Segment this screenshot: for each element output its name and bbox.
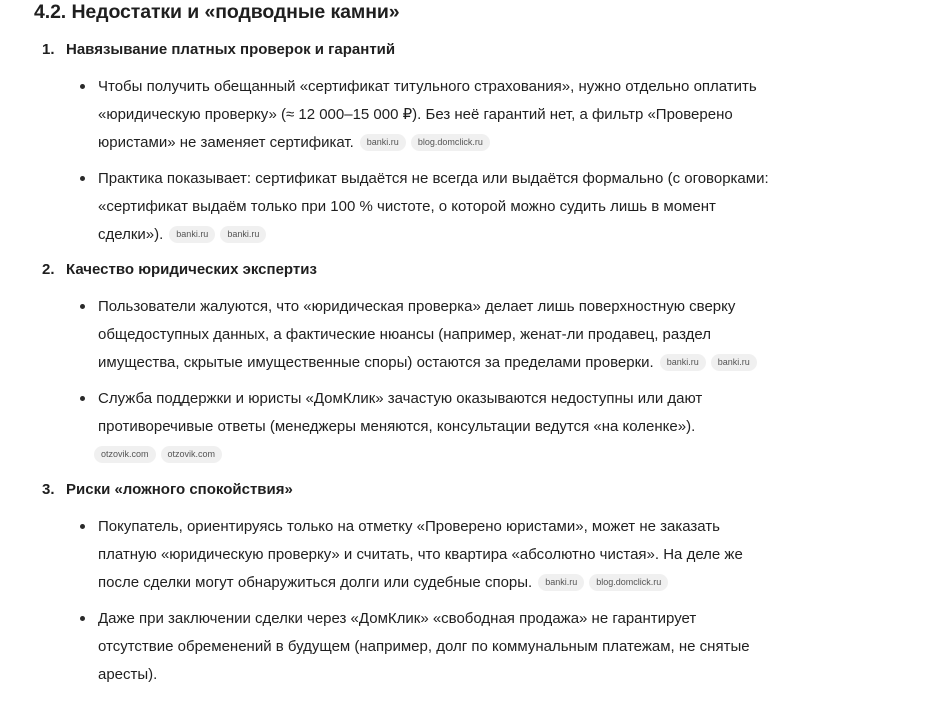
paragraph-text: имущества, скрытые имущественные споры) остаются за пределами проверки. bbox=[98, 354, 654, 371]
paragraph-line bbox=[98, 129, 818, 157]
paragraph-line: «юридическую проверку» (≈ 12 000–15 000 ₽). Без неё гарантий нет, а фильтр «Проверено bbox=[98, 106, 733, 123]
paragraph-line: Практика показывает: сертификат выдаётся не всегда или выдаётся формально (с оговорками: bbox=[98, 170, 769, 187]
list-item bbox=[98, 513, 818, 597]
list-item bbox=[98, 605, 818, 689]
list-number: 3. bbox=[42, 481, 55, 498]
paragraph-line bbox=[98, 221, 818, 249]
paragraph-line: общедоступных данных, а фактические нюансы (например, женат-ли продавец, раздел bbox=[98, 326, 711, 343]
paragraph-line: Покупатель, ориентируясь только на отметку «Проверено юристами», может не заказать bbox=[98, 518, 720, 535]
chips-row bbox=[94, 441, 818, 469]
item-title: Риски «ложного спокойствия» bbox=[66, 481, 293, 498]
paragraph-line: отсутствие обременений в будущем (например, долг по коммунальным платежам, не снятые bbox=[98, 638, 750, 655]
paragraph-line bbox=[98, 569, 818, 597]
paragraph-line: Пользователи жалуются, что «юридическая проверка» делает лишь поверхностную сверку bbox=[98, 298, 736, 315]
source-chip[interactable]: banki.ru bbox=[220, 226, 266, 243]
source-chip[interactable]: otzovik.com bbox=[161, 446, 223, 463]
paragraph-line: противоречивые ответы (менеджеры меняются, консультации ведутся «на коленке»). bbox=[98, 418, 696, 435]
source-chip[interactable]: banki.ru bbox=[169, 226, 215, 243]
item-title: Навязывание платных проверок и гарантий bbox=[66, 41, 396, 58]
bullet-dot bbox=[80, 396, 85, 401]
section-title: 4.2. Недостатки и «подводные камни» bbox=[34, 1, 400, 23]
list-number: 1. bbox=[42, 41, 55, 58]
paragraph-line: Даже при заключении сделки через «ДомКлик» «свободная продажа» не гарантирует bbox=[98, 610, 697, 627]
bullet-dot bbox=[80, 524, 85, 529]
source-chip[interactable]: otzovik.com bbox=[94, 446, 156, 463]
bullet-dot bbox=[80, 304, 85, 309]
source-chip[interactable]: banki.ru bbox=[660, 354, 706, 371]
paragraph-line: Служба поддержки и юристы «ДомКлик» зачастую оказываются недоступны или дают bbox=[98, 390, 703, 407]
paragraph-line: аресты). bbox=[98, 666, 158, 683]
paragraph-text: юристами» не заменяет сертификат. bbox=[98, 134, 354, 151]
bullet-dot bbox=[80, 616, 85, 621]
list-item bbox=[98, 73, 818, 157]
source-chip[interactable]: banki.ru bbox=[711, 354, 757, 371]
paragraph-line bbox=[98, 349, 818, 377]
item-title: Качество юридических экспертиз bbox=[66, 261, 317, 278]
paragraph-line: платную «юридическую проверку» и считать, что квартира «абсолютно чистая». На деле же bbox=[98, 546, 743, 563]
paragraph-text: после сделки могут обнаружиться долги или судебные споры. bbox=[98, 574, 533, 591]
source-chip[interactable]: banki.ru bbox=[538, 574, 584, 591]
source-chip[interactable]: banki.ru bbox=[360, 134, 406, 151]
bullet-dot bbox=[80, 176, 85, 181]
list-item bbox=[98, 165, 818, 249]
paragraph-line: «сертификат выдаём только при 100 % чистоте, о которой можно судить лишь в момент bbox=[98, 198, 716, 215]
source-chip[interactable]: blog.domclick.ru bbox=[589, 574, 668, 591]
paragraph-line: Чтобы получить обещанный «сертификат титульного страхования», нужно отдельно оплатить bbox=[98, 78, 757, 95]
source-chip[interactable]: blog.domclick.ru bbox=[411, 134, 490, 151]
list-item bbox=[98, 293, 818, 377]
list-number: 2. bbox=[42, 261, 55, 278]
list-item bbox=[98, 385, 818, 469]
bullet-dot bbox=[80, 84, 85, 89]
paragraph-text: сделки»). bbox=[98, 226, 164, 243]
